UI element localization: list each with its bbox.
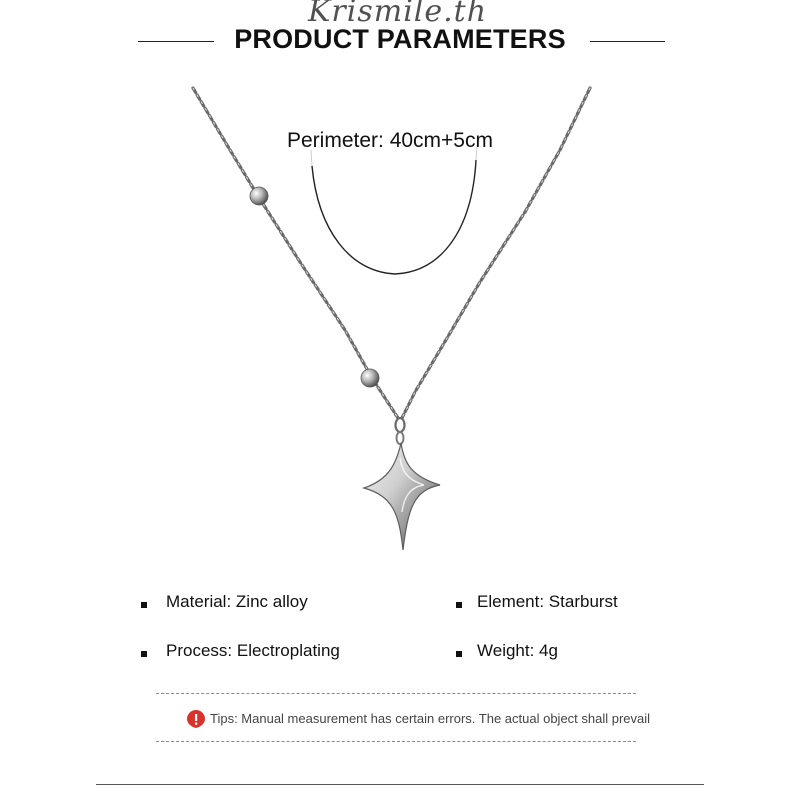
bottom-rule bbox=[96, 784, 704, 785]
pendant-jump-ring bbox=[396, 418, 405, 432]
chain-bead-lower bbox=[361, 369, 379, 387]
perimeter-label: Perimeter: 40cm+5cm bbox=[287, 129, 493, 152]
perimeter-curve bbox=[312, 160, 476, 274]
brand-watermark: Krismile.th bbox=[308, 0, 488, 29]
tips-divider-bottom bbox=[156, 741, 636, 742]
tips-divider-top bbox=[156, 693, 636, 694]
spec-element: Element: Starburst bbox=[477, 592, 618, 611]
spec-material: Material: Zinc alloy bbox=[166, 592, 308, 611]
spec-bullet-weight bbox=[456, 651, 462, 657]
starburst-pendant bbox=[364, 443, 440, 550]
chain-bead-upper bbox=[250, 187, 268, 205]
spec-weight: Weight: 4g bbox=[477, 641, 558, 660]
spec-bullet-element bbox=[456, 602, 462, 608]
page-title: PRODUCT PARAMETERS bbox=[234, 24, 566, 54]
warning-icon bbox=[186, 709, 206, 729]
spec-process: Process: Electroplating bbox=[166, 641, 340, 660]
pendant-bail bbox=[397, 432, 404, 444]
spec-bullet-process bbox=[141, 651, 147, 657]
spec-bullet-material bbox=[141, 602, 147, 608]
tips-text: Tips: Manual measurement has certain errors. The actual object shall prevail bbox=[210, 711, 651, 726]
